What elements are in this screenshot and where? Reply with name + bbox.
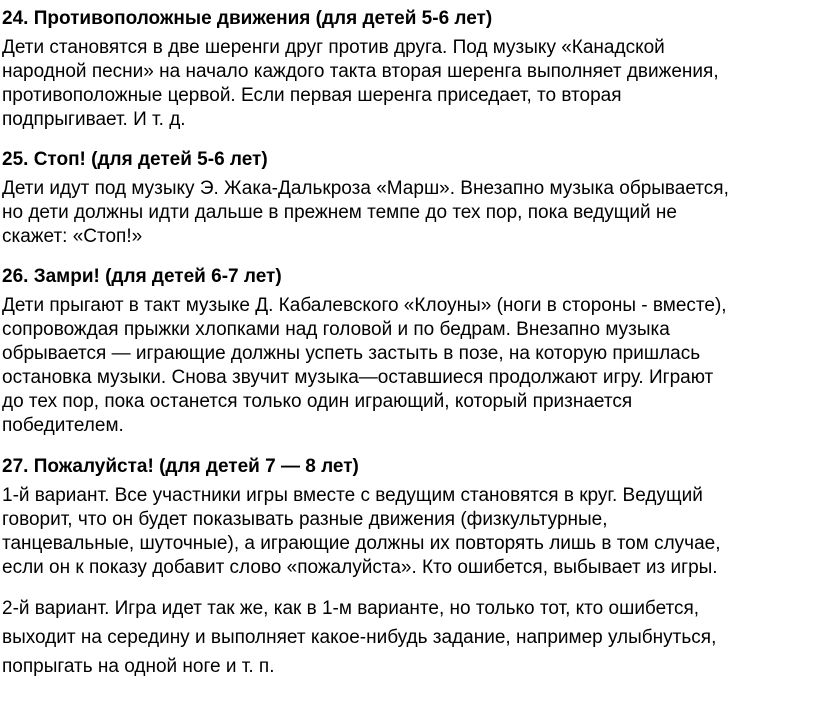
text-line: попрыгать на одной ноге и т. п. [2, 656, 275, 677]
text-line: обрывается — играющие должны успеть застыть в позе, на которую пришлась [2, 343, 701, 364]
text-line: 1-й вариант. Все участники игры вместе с ведущим становятся в круг. Ведущий [2, 485, 703, 506]
section-heading: 27. Пожалуйста! (для детей 7 — 8 лет) [2, 456, 359, 477]
section-text-variant-2 [2, 594, 806, 681]
section-26 [2, 265, 806, 438]
text-line: Дети прыгают в такт музыке Д. Кабалевского «Клоуны» (ноги в стороны - вместе), [2, 295, 727, 316]
text-line: подпрыгивает. И т. д. [2, 109, 186, 130]
text-line: народной песни» на начало каждого такта вторая шеренга выполняет движения, [2, 61, 719, 82]
section-text-variant-1 [2, 484, 806, 580]
section-text [2, 36, 806, 132]
text-line: противоположные цервой. Если первая шеренга приседает, то вторая [2, 85, 622, 106]
text-line: если он к показу добавит слово «пожалуйста». Кто ошибется, выбывает из игры. [2, 557, 718, 578]
section-27 [2, 455, 806, 681]
section-heading: 25. Стоп! (для детей 5-6 лет) [2, 149, 268, 170]
section-text [2, 177, 806, 249]
text-line: но дети должны идти дальше в прежнем темпе до тех пор, пока ведущий не [2, 202, 677, 223]
text-line: выходит на середину и выполняет какое-нибудь задание, например улыбнуться, [2, 627, 717, 648]
text-line: сопровождая прыжки хлопками над головой и по бедрам. Внезапно музыка [2, 319, 670, 340]
text-line: победителем. [2, 415, 124, 436]
section-heading: 26. Замри! (для детей 6-7 лет) [2, 266, 282, 287]
text-line: Дети становятся в две шеренги друг против друга. Под музыку «Канадской [2, 37, 665, 58]
section-25 [2, 148, 806, 249]
text-line: говорит, что он будет показывать разные движения (физкультурные, [2, 509, 608, 530]
text-line: танцевальные, шуточные), а играющие должны их повторять лишь в том случае, [2, 533, 721, 554]
text-line: Дети идут под музыку Э. Жака-Далькроза «Марш». Внезапно музыка обрывается, [2, 178, 729, 199]
text-line: 2-й вариант. Игра идет так же, как в 1-м варианте, но только тот, кто ошибется, [2, 598, 700, 619]
text-line: до тех пор, пока останется только один играющий, который признается [2, 391, 633, 412]
section-heading: 24. Противоположные движения (для детей 5-6 лет) [2, 8, 493, 29]
section-24 [2, 7, 806, 132]
section-text [2, 294, 806, 438]
text-line: остановка музыки. Снова звучит музыка—оставшиеся продолжают игру. Играют [2, 367, 714, 388]
text-line: скажет: «Стоп!» [2, 226, 143, 247]
